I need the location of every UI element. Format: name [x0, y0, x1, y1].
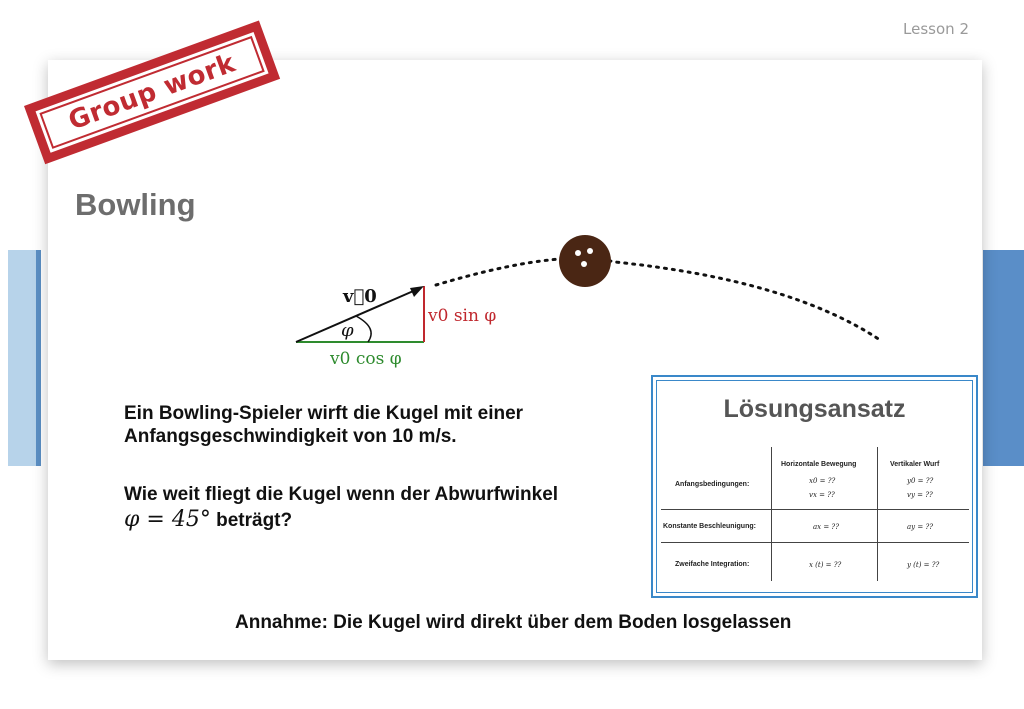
table-cell: y0 = ??: [907, 477, 934, 485]
loesung-title: Lösungsansatz: [723, 395, 906, 423]
table-divider: [877, 447, 878, 581]
slide-title: Bowling: [75, 187, 196, 222]
table-cell: vx = ??: [809, 491, 835, 499]
bowling-ball-icon: [559, 235, 611, 287]
vertical-component-label: v0 sin φ: [428, 306, 497, 326]
table-cell: x0 = ??: [809, 477, 836, 485]
table-divider: [661, 509, 969, 510]
question: [124, 482, 644, 533]
question-suffix: beträgt?: [216, 510, 293, 531]
table-cell: x (t) = ??: [809, 561, 842, 569]
trajectory-path: [436, 258, 880, 340]
table-cell: vy = ??: [907, 491, 933, 499]
question-line-2: [124, 507, 644, 533]
assumption-text: Annahme: Die Kugel wird direkt über dem Boden losgelassen: [235, 612, 792, 633]
row-label: Konstante Beschleunigung:: [663, 523, 756, 530]
velocity-arrowhead-icon: [410, 286, 424, 297]
horizontal-component-label: v0 cos φ: [330, 349, 402, 369]
table-divider: [771, 447, 772, 581]
table-cell: ay = ??: [907, 523, 933, 531]
stamp-label: Group work: [64, 48, 240, 137]
loesung-panel: [651, 375, 978, 598]
lesson-label: Lesson 2: [903, 20, 969, 38]
column-header: Horizontale Bewegung: [781, 461, 857, 468]
row-label: Anfangsbedingungen:: [675, 481, 750, 488]
question-math: φ = 45°: [124, 507, 211, 532]
problem-statement: Ein Bowling-Spieler wirft die Kugel mit einer Anfangsgeschwindigkeit von 10 m/s.: [124, 403, 524, 447]
angle-arc: [356, 316, 371, 342]
table-divider: [661, 542, 969, 543]
angle-label: φ: [341, 320, 354, 341]
table-cell: ax = ??: [813, 523, 839, 531]
row-label: Zweifache Integration:: [675, 561, 750, 568]
column-header: Vertikaler Wurf: [890, 461, 940, 468]
table-cell: y (t) = ??: [907, 561, 940, 569]
question-text: Wie weit fliegt die Kugel wenn der Abwurfwinkel: [124, 484, 559, 505]
vector-label: v⃗0: [343, 286, 377, 307]
